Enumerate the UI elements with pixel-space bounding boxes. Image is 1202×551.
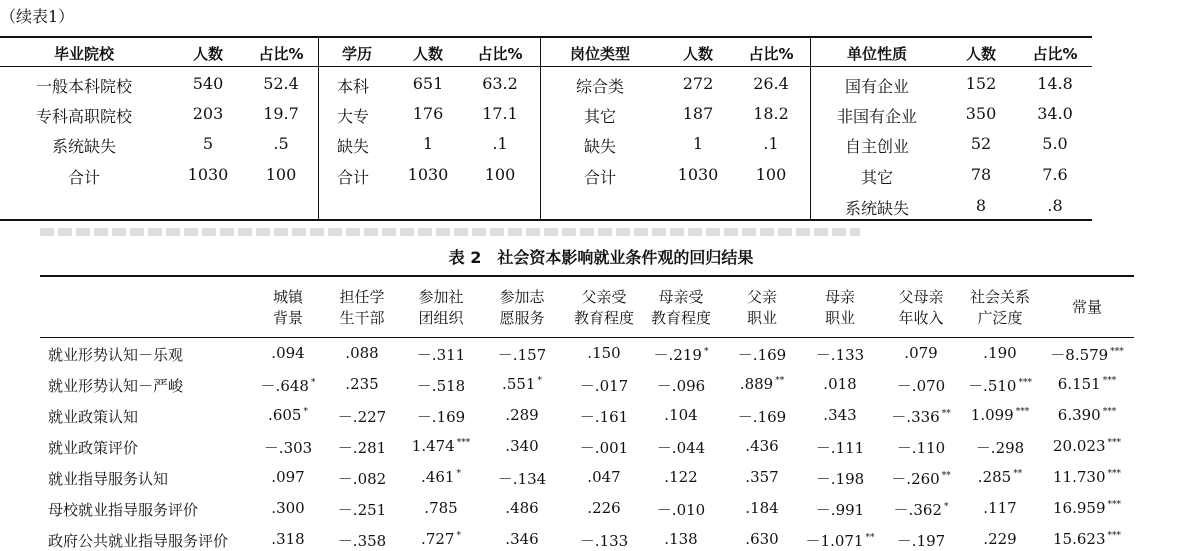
table1-cell: 缺失 (583, 137, 617, 156)
table2-cell (271, 530, 304, 548)
significance-marker: *** (1102, 407, 1117, 417)
table1-header: 占比% (748, 45, 794, 63)
table2-cell-value: －.110 (896, 439, 946, 457)
table2-cell (894, 499, 949, 520)
table1-cell: 缺失 (337, 137, 370, 156)
table2-cell (1053, 468, 1121, 486)
table1-cell: 17.1 (482, 104, 518, 123)
table2-row-label: 就业指导服务认知 (48, 470, 169, 488)
table2-cell-value: 6.390 (1057, 406, 1101, 424)
table2-cell-value: －.010 (656, 501, 706, 519)
table2-cell (978, 468, 1022, 486)
table2-cell-value: 1.099 (970, 406, 1014, 424)
table2-cell-value: .235 (345, 375, 379, 393)
table2-cell (502, 375, 542, 393)
table1-divider (318, 37, 319, 220)
table2-cell-value: .047 (587, 468, 621, 486)
significance-marker: * (537, 376, 542, 386)
table2-cell-value: .229 (983, 530, 1017, 548)
table1-cell: 5.0 (1042, 134, 1068, 153)
significance-marker: *** (456, 438, 471, 448)
table2-cell (983, 499, 1016, 517)
table1-cell: 350 (965, 104, 997, 123)
table2-cell (745, 499, 778, 517)
table2-cell-value: －.358 (337, 532, 387, 550)
table2-cell (745, 468, 778, 486)
significance-marker: ** (1013, 469, 1023, 479)
table2-cell (498, 344, 546, 365)
table2-cell (983, 530, 1016, 548)
table2-header-line: 愿服务 (499, 309, 545, 327)
table1-cell: 1 (422, 134, 434, 153)
significance-marker: * (456, 531, 461, 541)
table1-header-rule (0, 66, 1092, 67)
table2-cell-value: .122 (664, 468, 698, 486)
table2-cell (1050, 344, 1123, 365)
table2-cell-value: .461 (421, 468, 455, 486)
table1-header: 占比% (258, 45, 304, 63)
table2-cell-value: .436 (745, 437, 779, 455)
table2-row-label: 母校就业指导服务评价 (48, 501, 199, 519)
table2-cell-value: －.510 (968, 377, 1017, 395)
table2-cell-value: －.281 (337, 439, 387, 457)
table2-cell (412, 437, 470, 455)
table1-header: 岗位类型 (569, 45, 631, 63)
table2-cell-value: －.111 (815, 439, 865, 457)
significance-marker: * (456, 469, 461, 479)
table1-header: 人数 (965, 45, 997, 63)
table2-cell-value: －.518 (416, 377, 466, 395)
table2-header-rule (40, 337, 1134, 338)
table2-cell-value: －.227 (337, 408, 387, 426)
table2-cell-value: .079 (904, 344, 938, 362)
table2-cell (345, 344, 378, 362)
table2-cell-value: 6.151 (1057, 375, 1101, 393)
table2-column-header (273, 287, 303, 329)
table2-cell (417, 406, 465, 427)
table1-cell: 1030 (677, 165, 719, 184)
table2-cell-value: －8.579 (1050, 346, 1109, 364)
table2-header-line: 社会关系 (969, 288, 1031, 306)
table1-cell: 52 (970, 134, 992, 153)
table2-cell-value: －.991 (815, 501, 865, 519)
table2-cell (745, 530, 778, 548)
table2-cell (505, 530, 538, 548)
table2-header-line: 参加社 (418, 288, 464, 306)
table1-cell: 63.2 (482, 74, 518, 93)
table2-cell-value: .300 (271, 499, 305, 517)
table2-cell (271, 468, 304, 486)
table2-row-label: 就业形势认知－乐观 (48, 346, 184, 364)
table2-cell (971, 406, 1029, 424)
table1-cell: 52.4 (263, 74, 299, 93)
table2-cell (580, 530, 628, 551)
table2-column-header (970, 287, 1030, 329)
table1-cell: 651 (412, 74, 444, 93)
table2-cell (587, 344, 620, 362)
table1-cell: 272 (682, 74, 714, 93)
table2-cell (505, 437, 538, 455)
table1-cell: 1030 (187, 165, 229, 184)
table1-cell: 176 (412, 104, 444, 123)
table2-cell-value: .727 (421, 530, 455, 548)
table2-cell-value: 11.730 (1053, 468, 1106, 486)
table2-cell-value: .785 (424, 499, 458, 517)
table2-cell-value: .138 (664, 530, 698, 548)
table1-header: 人数 (192, 45, 224, 63)
table2-cell-value: .285 (977, 468, 1012, 486)
table1-cell: 100 (265, 165, 297, 184)
table2-cell (738, 406, 786, 427)
table1-cell: .8 (1047, 196, 1063, 215)
table2-cell-value: .318 (271, 530, 305, 548)
table2-header-line: 职业 (746, 309, 778, 327)
table2-cell (738, 344, 786, 365)
table2-cell (338, 499, 386, 520)
table1-cell: 8 (975, 196, 987, 215)
table2-cell-value: －.133 (579, 532, 629, 550)
table1-bottom-rule (0, 219, 1092, 221)
table2-cell (261, 375, 316, 396)
table2-cell (897, 375, 945, 396)
table2-cell (745, 437, 778, 455)
table2-cell (806, 530, 875, 551)
table2-cell-value: .889 (739, 375, 774, 393)
table2-header-line: 父母亲 (898, 288, 944, 306)
table2-cell (338, 406, 386, 427)
table2-cell-value: .346 (505, 530, 539, 548)
table2-column-header (499, 287, 544, 329)
table1-cell: 5 (202, 134, 214, 153)
table1-cell: .1 (492, 134, 508, 153)
table2-cell (587, 468, 620, 486)
table2-header-line: 背景 (272, 309, 304, 327)
table1-header: 单位性质 (846, 45, 908, 63)
table2-cell (338, 530, 386, 551)
table2-row-label: 政府公共就业指导服务评价 (48, 532, 229, 550)
table1-divider (810, 37, 811, 220)
table2-header-line: 参加志 (499, 288, 545, 306)
table2-row-label: 就业政策认知 (48, 408, 139, 426)
table1-cell: 1030 (407, 165, 449, 184)
page-title: （续表1） (0, 7, 75, 26)
table2-column-header (898, 287, 943, 329)
table2-cell-value: 20.023 (1053, 437, 1106, 455)
table2-cell-value: －1.071 (805, 532, 864, 550)
table2-cell-value: .551 (502, 375, 536, 393)
table1-header: 人数 (682, 45, 714, 63)
significance-marker: * (703, 347, 709, 357)
table2-column-header (1072, 297, 1102, 318)
table1-cell: 1 (692, 134, 704, 153)
table2-cell-value: .226 (587, 499, 621, 517)
table2-cell-value: .094 (271, 344, 305, 362)
table1-cell: 自主创业 (844, 137, 910, 156)
table2-cell-value: －.198 (815, 470, 865, 488)
table2-cell (264, 437, 312, 458)
table2-column-header (747, 287, 777, 329)
table2-cell-value: －.044 (656, 439, 706, 457)
table2-cell (816, 499, 864, 520)
significance-marker: *** (1018, 378, 1032, 388)
table2-cell-value: .486 (505, 499, 539, 517)
table1-cell: 540 (192, 74, 224, 93)
table2-cell (816, 344, 864, 365)
table2-cell (345, 375, 378, 393)
table2-header-line: 广泛度 (977, 309, 1023, 327)
table2-cell-value: －.219 (653, 346, 702, 364)
table2-cell (983, 344, 1016, 362)
faded-text-line (40, 228, 860, 236)
significance-marker: ** (941, 471, 951, 481)
table2-cell (1053, 437, 1121, 455)
table2-header-line: 职业 (824, 309, 856, 327)
table2-cell (580, 437, 628, 458)
significance-marker: *** (1107, 500, 1121, 510)
table2-cell (505, 406, 538, 424)
significance-marker: ** (865, 533, 875, 543)
table1-cell: 综合类 (575, 77, 625, 96)
table2-cell-value: .097 (271, 468, 305, 486)
table2-cell (968, 375, 1032, 396)
table2-cell-value: .190 (983, 344, 1017, 362)
table2-cell-value: .184 (745, 499, 779, 517)
table2-cell-value: －.134 (497, 470, 547, 488)
table1-header: 毕业院校 (53, 45, 115, 63)
table2-cell-value: 1.474 (411, 437, 455, 455)
table2-column-header (418, 287, 463, 329)
table2-header-line: 生干部 (339, 309, 385, 327)
table1-cell: 一般本科院校 (35, 77, 133, 96)
table2-row-label: 就业政策评价 (48, 439, 139, 457)
table1-cell: 系统缺失 (844, 199, 910, 218)
significance-marker: *** (1110, 347, 1124, 357)
table2-cell-value: －.298 (975, 439, 1025, 457)
table2-caption: 表 2 社会资本影响就业条件观的回归结果 (448, 248, 754, 267)
table2-cell (505, 499, 538, 517)
table1-cell: 系统缺失 (51, 137, 117, 156)
table2-cell (417, 375, 465, 396)
table2-header-line: 常量 (1071, 298, 1103, 316)
table1-cell: 本科 (337, 77, 370, 96)
table1-cell: 100 (484, 165, 516, 184)
table2-header-line: 城镇 (272, 288, 304, 306)
table2-column-header (651, 287, 711, 329)
table2-cell (904, 344, 937, 362)
table2-cell-value: －.070 (896, 377, 946, 395)
table2-cell (657, 499, 705, 520)
significance-marker: *** (1015, 407, 1030, 417)
table2-cell-value: .630 (745, 530, 779, 548)
table1-cell: 34.0 (1037, 104, 1073, 123)
table2-cell-value: .605 (268, 406, 302, 424)
table2-cell-value: .117 (983, 499, 1017, 517)
table1-cell: 152 (965, 74, 997, 93)
table2-cell (897, 437, 945, 458)
table2-cell (816, 468, 864, 489)
table1-cell: 26.4 (753, 74, 789, 93)
table2-header-line: 年收入 (898, 309, 944, 327)
table1-cell: 7.6 (1042, 165, 1068, 184)
significance-marker: ** (775, 376, 785, 386)
table1-cell: .5 (273, 134, 289, 153)
table2-header-line: 教育程度 (573, 309, 635, 327)
table2-cell-value: －.169 (416, 408, 466, 426)
table2-cell-value: －.648 (260, 377, 309, 395)
table1-header: 学历 (341, 45, 373, 63)
table2-cell (664, 530, 697, 548)
table2-cell-value: －.169 (737, 346, 787, 364)
table2-cell (823, 375, 856, 393)
table2-cell (421, 530, 461, 548)
table2-cell (498, 468, 546, 489)
table2-header-line: 母亲 (824, 288, 856, 306)
table2-cell (271, 344, 304, 362)
table1-cell: 187 (682, 104, 714, 123)
table1-divider (540, 37, 541, 220)
table2-cell-value: .104 (664, 406, 698, 424)
table2-cell (664, 406, 697, 424)
table1-cell: 其它 (860, 168, 894, 187)
table2-cell (740, 375, 784, 393)
table2-cell-value: －.169 (737, 408, 787, 426)
table2-cell (417, 344, 465, 365)
table1-cell: 其它 (583, 107, 617, 126)
table1-cell: .1 (763, 134, 779, 153)
table1-cell: 203 (192, 104, 224, 123)
table2-cell-value: .340 (505, 437, 539, 455)
table2-cell-value: 16.959 (1053, 499, 1106, 517)
table2-cell-value: －.303 (263, 439, 313, 457)
table2-cell-value: －.161 (579, 408, 629, 426)
table2-cell-value: 15.623 (1053, 530, 1106, 548)
table2-cell-value: －.362 (893, 501, 942, 519)
table1-cell: 100 (755, 165, 787, 184)
table2-column-header (339, 287, 384, 329)
table2-cell (891, 468, 950, 489)
table2-cell (976, 437, 1024, 458)
table1-header: 占比% (477, 45, 523, 63)
table2-column-header (574, 287, 634, 329)
table2-header-line: 团组织 (418, 309, 464, 327)
table1-cell: 专科高职院校 (35, 107, 133, 126)
table1-cell: 合计 (583, 168, 617, 187)
significance-marker: * (943, 502, 949, 512)
table2-cell-value: －.017 (579, 377, 629, 395)
table2-cell (657, 375, 705, 396)
table2-cell-value: －.251 (337, 501, 387, 519)
table2-top-rule (40, 275, 1134, 277)
table1-cell: 非国有企业 (836, 107, 918, 126)
table2-cell-value: .018 (823, 375, 857, 393)
table1-cell: 19.7 (263, 104, 299, 123)
table1-cell: 合计 (67, 168, 101, 187)
table2-cell-value: .289 (505, 406, 539, 424)
table2-cell-value: －.336 (891, 408, 940, 426)
table2-cell-value: －.157 (497, 346, 547, 364)
table2-cell (268, 406, 308, 424)
table1-cell: 合计 (337, 168, 370, 187)
table2-cell (891, 406, 950, 427)
table2-cell-value: －.311 (416, 346, 466, 364)
table2-cell-value: .357 (745, 468, 779, 486)
table2-cell (1058, 375, 1116, 393)
table2-cell (664, 468, 697, 486)
table2-cell-value: －.096 (656, 377, 706, 395)
table2-cell (1053, 530, 1121, 548)
table2-cell (823, 406, 856, 424)
table2-cell-value: －.260 (891, 470, 940, 488)
table2-cell-value: .088 (345, 344, 379, 362)
table1-cell: 大专 (337, 107, 370, 126)
table2-cell-value: －.001 (579, 439, 629, 457)
table2-cell (657, 437, 705, 458)
significance-marker: *** (1102, 376, 1117, 386)
table2-cell (1053, 499, 1121, 517)
table1-cell: 18.2 (753, 104, 789, 123)
table1-header: 人数 (412, 45, 444, 63)
table2-cell (587, 499, 620, 517)
significance-marker: *** (1107, 438, 1121, 448)
table2-cell (580, 375, 628, 396)
table2-cell-value: .343 (823, 406, 857, 424)
table2-cell (654, 344, 709, 365)
table1-cell: 78 (970, 165, 992, 184)
table2-cell (421, 468, 461, 486)
table2-cell (338, 437, 386, 458)
table2-header-line: 父亲受 (581, 288, 627, 306)
table2-cell-value: －.197 (896, 532, 946, 550)
table1-cell: 国有企业 (844, 77, 910, 96)
table2-cell-value: －.082 (337, 470, 387, 488)
significance-marker: ** (941, 409, 951, 419)
table2-cell-value: －.133 (815, 346, 865, 364)
table2-header-line: 父亲 (746, 288, 778, 306)
table2-cell (1058, 406, 1116, 424)
significance-marker: *** (1107, 469, 1121, 479)
table2-cell-value: .150 (587, 344, 621, 362)
table2-cell (271, 499, 304, 517)
table2-cell (424, 499, 457, 517)
significance-marker: *** (1107, 531, 1121, 541)
table2-cell (897, 530, 945, 551)
table2-header-line: 担任学 (339, 288, 385, 306)
table2-cell (338, 468, 386, 489)
table2-header-line: 教育程度 (650, 309, 712, 327)
table2-column-header (825, 287, 855, 329)
table1-top-rule (0, 36, 1092, 38)
table2-row-label: 就业形势认知－严峻 (48, 377, 184, 395)
table2-header-line: 母亲受 (658, 288, 704, 306)
table2-cell (580, 406, 628, 427)
table1-cell: 14.8 (1037, 74, 1073, 93)
significance-marker: * (303, 407, 308, 417)
table2-cell (816, 437, 864, 458)
table1-header: 占比% (1032, 45, 1078, 63)
significance-marker: * (310, 378, 316, 388)
